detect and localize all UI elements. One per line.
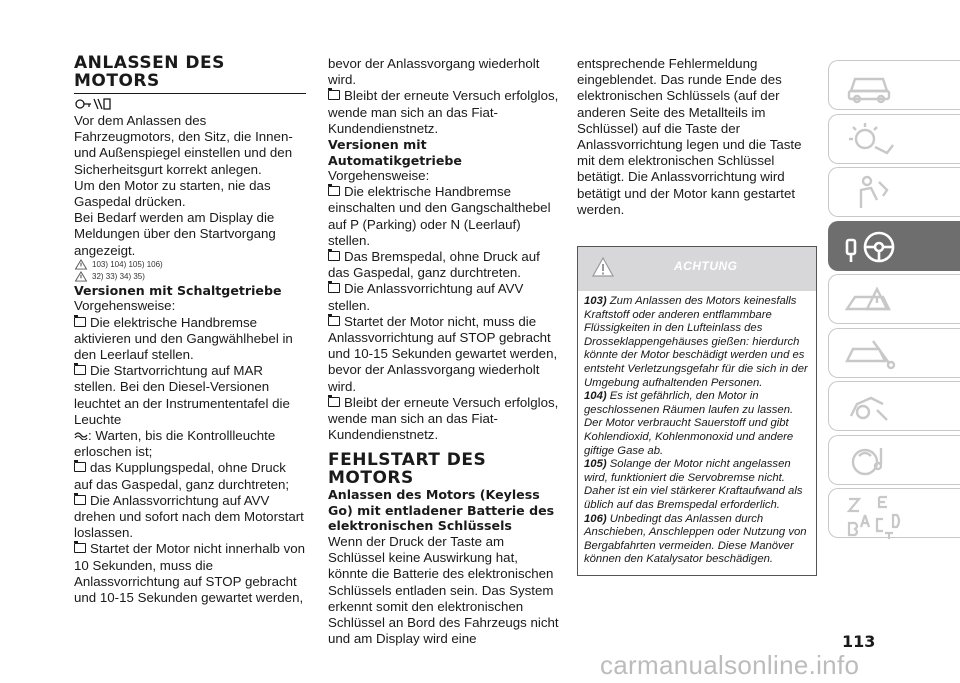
list-item: Das Bremspedal, ohne Druck auf das Gaspedal, ganz durchtreten. [328,249,540,281]
warning-title: ACHTUNG [674,259,738,274]
warning-box [577,246,817,576]
column-1 [74,54,306,606]
bullet-icon [328,90,340,100]
list-item: Die Startvorrichtung auf MAR stellen. Bei den Diesel-Versionen leuchtet an der Instrumententafel die Leuchte [74,363,290,427]
tab-technical-data[interactable] [828,381,960,431]
caution-reference-numbers[interactable]: 32) 33) 34) 35) [92,271,145,281]
bullet-icon [74,543,86,553]
section-title-line1: ANLASSEN DES [74,53,225,73]
bullet-icon [328,251,340,261]
intro-paragraph: Vor dem Anlassen des Fahrzeugmotors, den Sitz, die Innen- und Außenspiegel einstellen und den Sicherheitsgurt korrekt anlegen. [74,113,293,177]
list-item: Startet der Motor nicht innerhalb von 10 Sekunden, muss die Anlassvorrichtung auf STOP gebracht und 10-15 Sekunden gewartet werden, [74,541,306,605]
chapter-tabs [828,60,960,542]
warning-reference-numbers[interactable]: 103) 104) 105) 106) [92,259,163,269]
list-item: Bleibt der erneute Versuch erfolglos, wende man sich an das Fiat-Kundendienstnetz. [328,394,559,443]
multimedia-icon [843,440,903,480]
heading-keyless-go: Anlassen des Motors (Keyless Go) mit entladener Batterie des elektronischen Schlüssels [328,487,555,534]
tab-steering-key[interactable] [828,221,960,271]
warning-item: 105) Solange der Motor nicht angelassen wird, funktioniert die Servobremse nicht. Daher ist ein viel stärkerer Kraftaufwand als üblich auf das Bremspedal erforderlich. [584,458,803,511]
bullet-icon [74,317,86,327]
gas-pedal-note: Um den Motor zu starten, nie das Gaspedal drücken. [74,177,271,210]
paragraph: entsprechende Fehlermeldung eingeblendet. Das runde Ende des elektronischen Schlüssels (auf der anderen Seite des Metallteils im Schlüssel) auf die Taste der Anlassvorrichtung legen und die Taste mit dem elektronischen Schlüssel betätigt. Die Anlassvorrichtung wird betätigt und der Motor kann gestartet werden. [577,56,802,217]
section-title-2-line2: MOTORS [328,468,414,489]
warning-body [578,291,816,575]
bullet-icon [74,495,86,505]
warning-item: 106) Unbedingt das Anlassen durch Anschieben, Anschleppen oder Nutzung von Bergabfahrten vermeiden. Diese Manöver können den Katalysator beschädigen. [584,512,807,566]
warning-item: 104) Es ist gefährlich, den Motor in geschlossenen Räumen laufen zu lassen. Der Motor verbraucht Sauerstoff und gibt Kohlendioxid, Kohlenmonoxid und andere giftige Gase ab. [584,390,794,457]
list-item: Startet der Motor nicht, muss die Anlassvorrichtung auf STOP gebracht und 10-15 Sekunden gewartet werden, bevor der Anlassvorgang wiederholt wird. [328,313,558,394]
data-plug-icon [843,386,903,426]
warning-header [578,247,816,291]
warning-item: 103) Zum Anlassen des Motors keinesfalls Kraftstoff oder anderen entflammbare Flüssigkeiten in den Lufteinlass des Drosseklappengehäuses gießen: hierdurch könnte der Motor beschädigt werden und es entsteht Verletzungsgefahr für die sich in der Umgebung aufhaltenden Personen. [584,295,808,389]
procedure-label: Vorgehensweise: [328,168,430,184]
key-icon [74,97,306,113]
tab-warning-lights[interactable] [828,114,960,164]
road-emergency-icon [843,279,903,319]
warning-lights-icon [843,119,903,159]
bullet-icon [74,462,86,472]
list-item: Die elektrische Handbremse aktivieren und den Gangwählhebel in den Leerlauf stellen. [74,314,293,362]
section-title [74,54,306,94]
glow-plug-icon [74,428,88,444]
bullet-icon [328,397,340,407]
list-item: Die Anlassvorrichtung auf AVV drehen und sofort nach dem Motorstart loslassen. [74,492,304,541]
section-title-2-line1: FEHLSTART DES [328,450,487,471]
list-item: Bleibt der erneute Versuch erfolglos, wende man sich an das Fiat-Kundendienstnetz. [328,88,559,136]
bullet-icon [74,365,86,375]
list-item: Die elektrische Handbremse einschalten und den Gangschalthebel auf P (Parking) oder N (Leerlauf) stellen. [328,184,551,248]
column-3 [577,56,817,576]
tab-car-dashboard[interactable] [828,60,960,110]
caution-references [74,271,306,283]
tab-multimedia[interactable] [828,435,960,485]
warning-triangle-icon [74,259,88,270]
procedure-label: Vorgehensweise: [74,298,176,314]
list-item: Die Anlassvorrichtung auf AVV stellen. [328,281,524,313]
bullet-icon [328,283,340,293]
tab-road-emergency[interactable] [828,274,960,324]
column-2 [328,56,560,647]
bullet-icon [328,186,340,196]
heading-automatic-gearbox: Versionen mit Automatikgetriebe [328,137,462,168]
bullet-icon [328,316,340,326]
car-dashboard-icon [843,65,903,105]
tab-maintenance[interactable] [828,328,960,378]
alphabet-index-icon [843,493,903,539]
paragraph: Wenn der Druck der Taste am Schlüssel keine Auswirkung hat, könnte die Batterie des elektronischen Schlüssels entladen sein. Das System erkennt somit den elektronischen Schlüssel an Bord des Fahrzeugs nicht und am Display wird eine [328,533,559,647]
warning-triangle-icon [592,256,614,278]
heading-manual-gearbox: Versionen mit Schaltgetriebe [74,282,282,298]
caution-triangle-icon [74,271,88,282]
steering-key-icon [843,226,903,266]
section-title-line2: MOTORS [74,71,160,91]
display-note: Bei Bedarf werden am Display die Meldungen über den Startvorgang angezeigt. [74,210,276,258]
watermark: carmanualsonline.info [600,650,860,680]
wrench-maintenance-icon [843,333,903,373]
page-number: 113 [842,632,876,651]
paragraph: bevor der Anlassvorgang wiederholt wird. [328,56,540,88]
seat-safety-icon [843,172,903,212]
tab-seat-safety[interactable] [828,167,960,217]
tab-alphabetical-index[interactable] [828,488,960,538]
warning-references [74,259,306,271]
list-item: das Kupplungspedal, ohne Druck auf das Gaspedal, ganz durchtreten; [74,460,290,492]
list-item: : Warten, bis die Kontrollleuchte erloschen ist; [74,427,276,460]
